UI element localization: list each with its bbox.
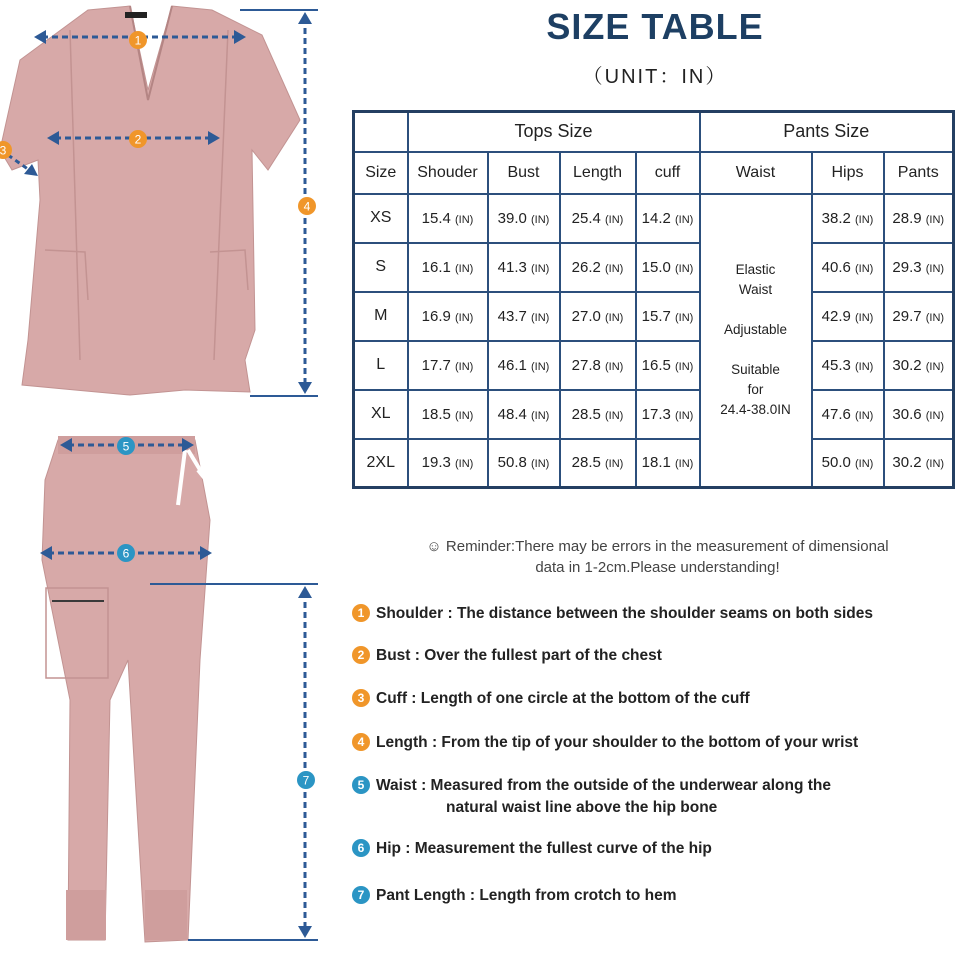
value-unit: (IN) <box>531 458 550 471</box>
pants-cell <box>884 390 954 439</box>
definition-text: Length : From the tip of your shoulder to the bottom of your wrist <box>376 734 859 751</box>
badge-7: 7 <box>352 886 370 904</box>
size-cell: L <box>354 341 408 390</box>
length-cell <box>560 439 636 488</box>
value-number: 42.9 <box>821 307 851 325</box>
value-number: 38.2 <box>821 209 851 227</box>
value-unit: (IN) <box>675 409 694 422</box>
value-unit: (IN) <box>855 409 874 422</box>
bust-cell <box>488 341 560 390</box>
value-unit: (IN) <box>455 409 474 422</box>
value-unit: (IN) <box>855 360 874 373</box>
value-unit: (IN) <box>925 409 945 422</box>
tops-size-group: Tops Size <box>408 112 700 152</box>
table-header-row <box>354 152 954 194</box>
size-cell: M <box>354 292 408 341</box>
value-unit: (IN) <box>605 360 624 373</box>
pants-cell <box>884 341 954 390</box>
pants-cell <box>884 194 954 243</box>
cuff-cell <box>636 292 700 341</box>
cuff-cell <box>636 341 700 390</box>
definition-shoulder <box>352 603 873 625</box>
definition-pant-length <box>352 885 677 907</box>
figure-badge-5-text: 5 <box>122 439 130 454</box>
figure-badge-4-text: 4 <box>303 199 311 214</box>
value-number: 28.9 <box>892 209 922 227</box>
shoulder-cell <box>408 439 488 488</box>
value-unit: (IN) <box>531 311 550 324</box>
pants-cell <box>884 439 954 488</box>
garment-illustration <box>0 0 340 960</box>
arrow-head-4-top <box>298 12 312 24</box>
cuff-cell <box>636 390 700 439</box>
waist-note-line: for <box>747 382 764 398</box>
value-unit: (IN) <box>675 360 694 373</box>
pants-cell <box>884 292 954 341</box>
value-number: 27.8 <box>571 356 601 374</box>
shoulder-cell <box>408 390 488 439</box>
value-unit: (IN) <box>531 262 550 275</box>
value-unit: (IN) <box>605 262 624 275</box>
value-number: 25.4 <box>571 209 601 227</box>
length-cell <box>560 292 636 341</box>
scrub-top-shape <box>0 6 300 395</box>
arrow-head-3 <box>24 164 38 176</box>
arrow-head-4-bottom <box>298 382 312 394</box>
figure-badge-1-text: 1 <box>134 33 142 48</box>
value-unit: (IN) <box>531 409 550 422</box>
shoulder-cell <box>408 341 488 390</box>
value-unit: (IN) <box>455 311 474 324</box>
size-cell: XS <box>354 194 408 243</box>
size-cell: S <box>354 243 408 292</box>
table-row <box>354 341 954 390</box>
length-cell <box>560 194 636 243</box>
waist-note-line: Elastic <box>735 262 776 278</box>
figure-badge-3-text: 3 <box>0 143 7 158</box>
value-number: 45.3 <box>821 356 851 374</box>
figure-badge-2-text: 2 <box>134 132 142 147</box>
header-shoulder: Shouder <box>408 152 488 194</box>
waist-note-line: 24.4-38.0IN <box>720 402 791 418</box>
bust-cell <box>488 243 560 292</box>
header-length: Length <box>560 152 636 194</box>
value-number: 18.5 <box>421 405 451 423</box>
table-body <box>354 194 954 488</box>
cuff-cell <box>636 439 700 488</box>
value-unit: (IN) <box>855 458 874 471</box>
unit-subtitle: （UNIT：IN） <box>582 66 728 88</box>
table-row <box>354 243 954 292</box>
size-cell: XL <box>354 390 408 439</box>
value-number: 27.0 <box>571 307 601 325</box>
header-hips: Hips <box>812 152 884 194</box>
definition-text: Pant Length : Length from crotch to hem <box>376 887 677 904</box>
definition-text: Bust : Over the fullest part of the chest <box>376 647 662 664</box>
hips-cell <box>812 341 884 390</box>
arrow-head-7-top <box>298 586 312 598</box>
value-unit: (IN) <box>605 311 624 324</box>
value-number: 40.6 <box>821 258 851 276</box>
header-size: Size <box>354 152 408 194</box>
badge-6: 6 <box>352 839 370 857</box>
value-unit: (IN) <box>531 360 550 373</box>
definition-hip <box>352 838 712 860</box>
hips-cell <box>812 243 884 292</box>
cuff-cell <box>636 243 700 292</box>
table-row <box>354 194 954 243</box>
hips-cell <box>812 390 884 439</box>
shoulder-cell <box>408 292 488 341</box>
shoulder-cell <box>408 243 488 292</box>
value-unit: (IN) <box>855 311 874 324</box>
figure-badge-7-text: 7 <box>302 773 310 788</box>
header-cuff: cuff <box>636 152 700 194</box>
value-unit: (IN) <box>925 458 945 471</box>
value-number: 30.6 <box>892 405 922 423</box>
figure-badge-6-text: 6 <box>122 546 130 561</box>
value-unit: (IN) <box>675 311 694 324</box>
definition-bust <box>352 645 662 667</box>
badge-4: 4 <box>352 733 370 751</box>
value-unit: (IN) <box>925 262 945 275</box>
badge-2: 2 <box>352 646 370 664</box>
value-number: 16.9 <box>421 307 451 325</box>
bust-cell <box>488 390 560 439</box>
definition-text: Shoulder : The distance between the shoulder seams on both sides <box>376 605 873 622</box>
value-number: 46.1 <box>497 356 527 374</box>
header-pants: Pants <box>884 152 954 194</box>
value-unit: (IN) <box>531 213 550 226</box>
value-number: 15.0 <box>641 258 671 276</box>
page-title: SIZE TABLE <box>546 6 764 47</box>
value-number: 16.1 <box>421 258 451 276</box>
value-unit: (IN) <box>675 213 694 226</box>
value-unit: (IN) <box>605 409 624 422</box>
reminder-line-1: ☺ Reminder:There may be errors in the measurement of dimensional <box>426 538 889 555</box>
arrow-head-1-left <box>34 30 46 44</box>
value-number: 50.0 <box>821 454 851 472</box>
value-number: 17.3 <box>641 405 671 423</box>
table-corner-cell <box>354 112 408 152</box>
value-unit: (IN) <box>925 213 945 226</box>
value-unit: (IN) <box>925 311 945 324</box>
header-waist: Waist <box>700 152 812 194</box>
definition-waist <box>352 775 831 819</box>
value-unit: (IN) <box>455 213 474 226</box>
pants-cell <box>884 243 954 292</box>
definition-text: Hip : Measurement the fullest curve of the hip <box>376 840 712 857</box>
scrub-pants-cuff-left <box>66 890 106 940</box>
hips-cell <box>812 439 884 488</box>
bust-cell <box>488 194 560 243</box>
definition-text: Waist : Measured from the outside of the underwear along the <box>376 777 832 794</box>
table-row <box>354 439 954 488</box>
value-number: 16.5 <box>641 356 671 374</box>
header-bust: Bust <box>488 152 560 194</box>
definition-text-continued: natural waist line above the hip bone <box>446 799 718 816</box>
table-group-row <box>354 112 954 152</box>
value-number: 28.5 <box>571 405 601 423</box>
value-unit: (IN) <box>455 262 474 275</box>
value-number: 15.7 <box>641 307 671 325</box>
scrub-top-label <box>125 12 147 18</box>
value-number: 18.1 <box>641 454 671 472</box>
value-unit: (IN) <box>605 458 624 471</box>
size-cell: 2XL <box>354 439 408 488</box>
value-number: 14.2 <box>641 209 671 227</box>
value-number: 15.4 <box>421 209 451 227</box>
hips-cell <box>812 194 884 243</box>
value-unit: (IN) <box>675 262 694 275</box>
pants-size-group: Pants Size <box>700 112 954 152</box>
value-unit: (IN) <box>855 213 874 226</box>
table-row <box>354 292 954 341</box>
waist-note-line: Adjustable <box>723 322 788 338</box>
value-number: 29.7 <box>892 307 922 325</box>
value-number: 50.8 <box>497 454 527 472</box>
reminder-line-2: data in 1-2cm.Please understanding! <box>535 559 780 576</box>
value-number: 30.2 <box>892 356 922 374</box>
badge-1: 1 <box>352 604 370 622</box>
hips-cell <box>812 292 884 341</box>
value-number: 41.3 <box>497 258 527 276</box>
definition-cuff <box>352 688 750 710</box>
value-unit: (IN) <box>675 458 694 471</box>
length-cell <box>560 341 636 390</box>
value-unit: (IN) <box>925 360 945 373</box>
value-number: 19.3 <box>421 454 451 472</box>
waist-note-line: Suitable <box>731 362 780 378</box>
badge-5: 5 <box>352 776 370 794</box>
badge-3: 3 <box>352 689 370 707</box>
definition-text: Cuff : Length of one circle at the bottom of the cuff <box>376 690 750 707</box>
bust-cell <box>488 439 560 488</box>
value-unit: (IN) <box>455 360 474 373</box>
length-cell <box>560 390 636 439</box>
value-number: 47.6 <box>821 405 851 423</box>
cuff-cell <box>636 194 700 243</box>
value-unit: (IN) <box>855 262 874 275</box>
waist-note-cell <box>700 194 812 488</box>
table-row <box>354 390 954 439</box>
value-number: 28.5 <box>571 454 601 472</box>
value-number: 29.3 <box>892 258 922 276</box>
shoulder-cell <box>408 194 488 243</box>
value-number: 17.7 <box>421 356 451 374</box>
value-unit: (IN) <box>605 213 624 226</box>
definition-length <box>352 732 858 754</box>
value-unit: (IN) <box>455 458 474 471</box>
scrub-pants-shape <box>42 440 210 942</box>
length-cell <box>560 243 636 292</box>
waist-note-line: Waist <box>738 282 773 298</box>
bust-cell <box>488 292 560 341</box>
size-table <box>352 110 955 489</box>
value-number: 43.7 <box>497 307 527 325</box>
reminder-note <box>370 536 945 578</box>
value-number: 39.0 <box>497 209 527 227</box>
value-number: 30.2 <box>892 454 922 472</box>
scrub-pants-cuff-right <box>145 890 187 940</box>
value-number: 26.2 <box>571 258 601 276</box>
value-number: 48.4 <box>497 405 527 423</box>
arrow-head-7-bottom <box>298 926 312 938</box>
